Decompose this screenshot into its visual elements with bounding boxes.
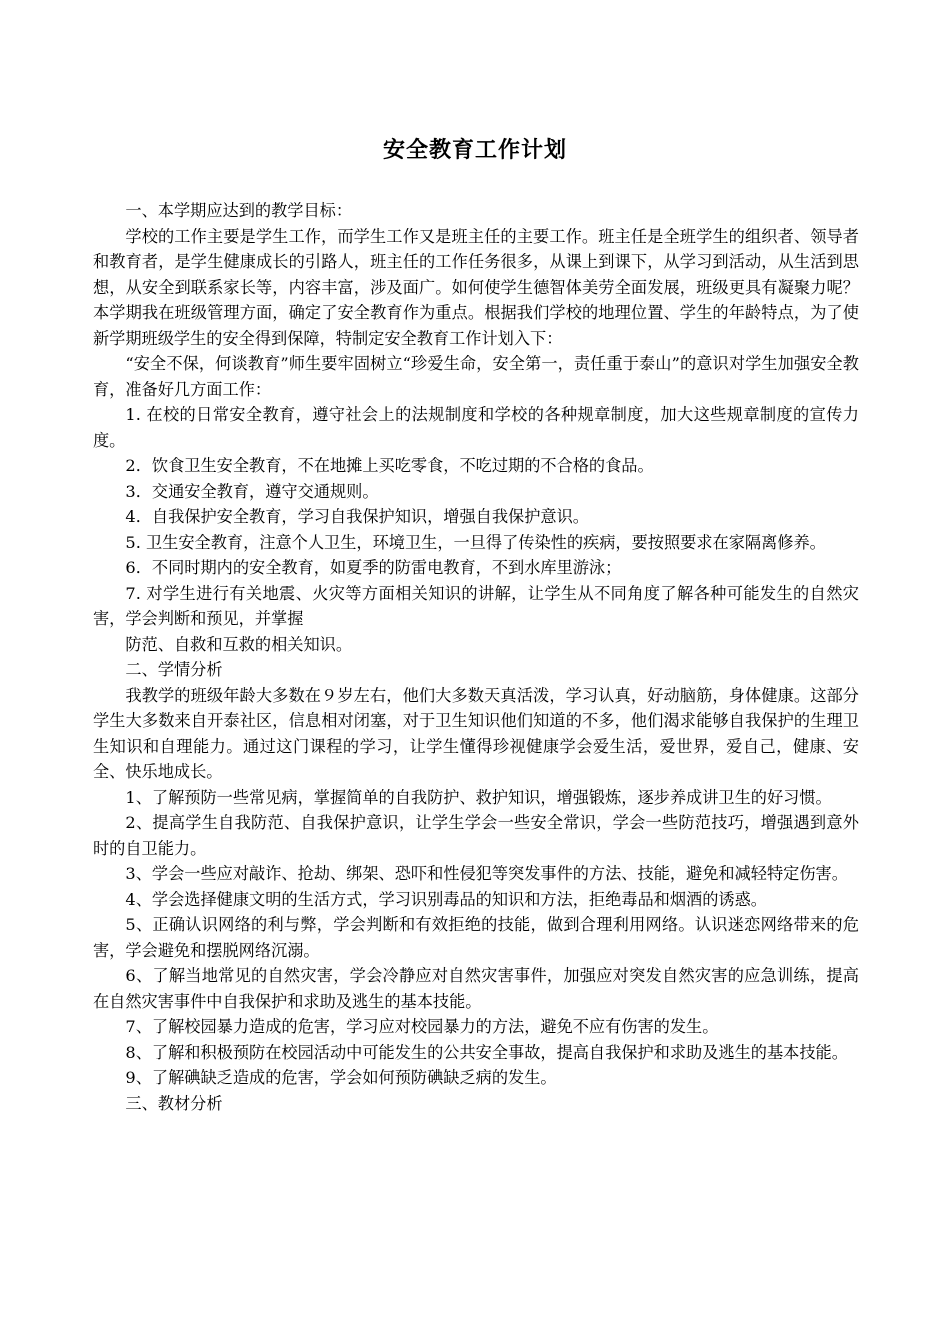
list-item: 5. 卫生安全教育，注意个人卫生，环境卫生，一旦得了传染性的疾病，要按照要求在家隔离修养。 xyxy=(125,532,826,552)
list-item: 5、正确认识网络的利与弊，学会判断和有效拒绝的技能，做到合理利用网络。认识迷恋网络带来的危害，学会避免和摆脱网络沉溺。 xyxy=(93,915,859,960)
list-item: 6．不同时期内的安全教育，如夏季的防雷电教育，不到水库里游泳； xyxy=(125,558,622,577)
body-paragraph: 学校的工作主要是学生工作，而学生工作又是班主任的主要工作。班主任是全班学生的组织者、领导者和教育者，是学生健康成长的引路人，班主任的工作任务很多，从课上到课下，从学习到活动，从生活到思想，从安全到联系家长等，内容丰富，涉及面广。如何使学生德智体美劳全面发展，班级更具有凝聚力呢？本学期我在班级管理方面，确定了安全教育作为重点。根据我们学校的地理位置、学生的年龄特点，为了使新学期班级学生的安全得到保障，特制定安全教育工作计划入下： xyxy=(93,226,859,348)
list-item: 3、学会一些应对敲诈、抢劫、绑架、恐吓和性侵犯等突发事件的方法、技能，避免和减轻特定伤害。 xyxy=(125,864,848,883)
section-heading: 二、学情分析 xyxy=(125,660,223,679)
section-heading: 三、教材分析 xyxy=(125,1093,223,1113)
section-heading: 一、本学期应达到的教学目标： xyxy=(125,201,353,220)
list-item: 2．饮食卫生安全教育，不在地摊上买吃零食，不吃过期的不合格的食品。 xyxy=(125,456,654,475)
list-item: 7. 对学生进行有关地震、火灾等方面相关知识的讲解，让学生从不同角度了解各种可能发生的自然灾害，学会判断和预见，并掌握 xyxy=(93,583,859,628)
list-item: 1、了解预防一些常见病，掌握简单的自我防护、救护知识，增强锻炼，逐步养成讲卫生的好习惯。 xyxy=(125,787,832,807)
document-title: 安全教育工作计划 xyxy=(382,137,567,163)
list-item: 9、了解碘缺乏造成的危害，学会如何预防碘缺乏病的发生。 xyxy=(125,1068,557,1087)
list-item: 4、学会选择健康文明的生活方式，学习识别毒品的知识和方法，拒绝毒品和烟酒的诱惑。 xyxy=(125,889,767,909)
list-item: 7、了解校园暴力造成的危害，学习应对校园暴力的方法，避免不应有伤害的发生。 xyxy=(125,1017,719,1036)
list-item: 6、了解当地常见的自然灾害，学会冷静应对自然灾害事件，加强应对突发自然灾害的应急训练，提高在自然灾害事件中自我保护和求助及逃生的基本技能。 xyxy=(93,966,859,1011)
list-item: 3．交通安全教育，遵守交通规则。 xyxy=(125,481,379,501)
list-item: 4．自我保护安全教育，学习自我保护知识，增强自我保护意识。 xyxy=(125,507,589,526)
list-item: 2、提高学生自我防范、自我保护意识，让学生学会一些安全常识，学会一些防范技巧，增强遇到意外时的自卫能力。 xyxy=(93,813,859,858)
document-body xyxy=(93,198,859,1116)
list-item: 1. 在校的日常安全教育，遵守社会上的法规制度和学校的各种规章制度，加大这些规章制度的宣传力度。 xyxy=(93,405,859,450)
body-paragraph: “安全不保，何谈教育”师生要牢固树立“珍爱生命，安全第一，责任重于泰山”的意识对学生加强安全教育，准备好几方面工作： xyxy=(93,354,859,399)
body-paragraph: 我教学的班级年龄大多数在９岁左右，他们大多数天真活泼，学习认真，好动脑筋，身体健康。这部分学生大多数来自开泰社区，信息相对闭塞，对于卫生知识他们知道的不多，他们渴求能够自我保护的生理卫生知识和自理能力。通过这门课程的学习，让学生懂得珍视健康学会爱生活，爱世界，爱自己，健康、安全、快乐地成长。 xyxy=(93,685,859,781)
body-paragraph: 防范、自救和互救的相关知识。 xyxy=(125,634,353,654)
list-item: 8、了解和积极预防在校园活动中可能发生的公共安全事故，提高自我保护和求助及逃生的基本技能。 xyxy=(125,1042,848,1062)
